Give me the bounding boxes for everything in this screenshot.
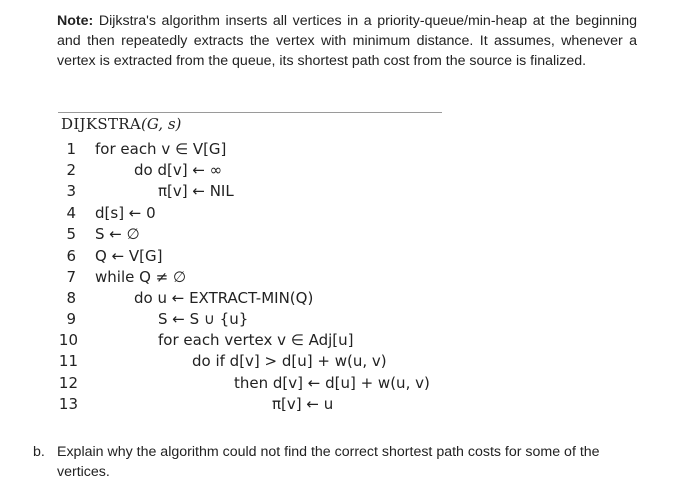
algorithm-args: (G, s) (140, 115, 182, 133)
question-text: Explain why the algorithm could not find the correct shortest path costs for some of the vertices. (57, 444, 600, 480)
line-code: π[v] ← NIL (158, 182, 234, 200)
line-number: 12 (58, 374, 78, 392)
algorithm-name: DIJKSTRA (61, 115, 141, 133)
line-code: Q ← V[G] (95, 247, 163, 265)
line-number: 4 (66, 204, 76, 222)
line-number: 5 (66, 225, 76, 243)
line-code: for each vertex v ∈ Adj[u] (158, 331, 354, 349)
line-number: 2 (66, 161, 76, 179)
line-number: 7 (66, 268, 76, 286)
line-code: do d[v] ← ∞ (134, 161, 223, 179)
question-label: b. (33, 444, 45, 460)
note-paragraph (57, 11, 637, 71)
line-code: do u ← EXTRACT-MIN(Q) (134, 289, 314, 307)
line-code: then d[v] ← d[u] + w(u, v) (234, 374, 430, 392)
line-number: 13 (58, 395, 78, 413)
line-number: 1 (66, 140, 76, 158)
line-number: 8 (66, 289, 76, 307)
line-code: S ← S ∪ {u} (158, 310, 249, 328)
line-code: π[v] ← u (272, 395, 334, 413)
line-code: d[s] ← 0 (95, 204, 156, 222)
line-number: 11 (58, 352, 78, 370)
line-number: 6 (66, 247, 76, 265)
algorithm-title (61, 115, 181, 133)
note-label: Note: (57, 13, 94, 29)
line-code: do if d[v] > d[u] + w(u, v) (192, 352, 387, 370)
line-code: S ← ∅ (95, 225, 140, 243)
line-number: 10 (58, 331, 78, 349)
line-code: for each v ∈ V[G] (95, 140, 227, 158)
algorithm-top-rule (58, 112, 442, 113)
note-text: Dijkstra's algorithm inserts all vertices in a priority-queue/min-heap at the beginning and then repeatedly extracts the vertex with minimum distance. It assumes, whenever a vertex is extracted from the queue, its shortest path cost from the source is finalized. (57, 13, 637, 69)
line-number: 3 (66, 182, 76, 200)
line-number: 9 (66, 310, 76, 328)
line-code: while Q ≠ ∅ (95, 268, 187, 286)
